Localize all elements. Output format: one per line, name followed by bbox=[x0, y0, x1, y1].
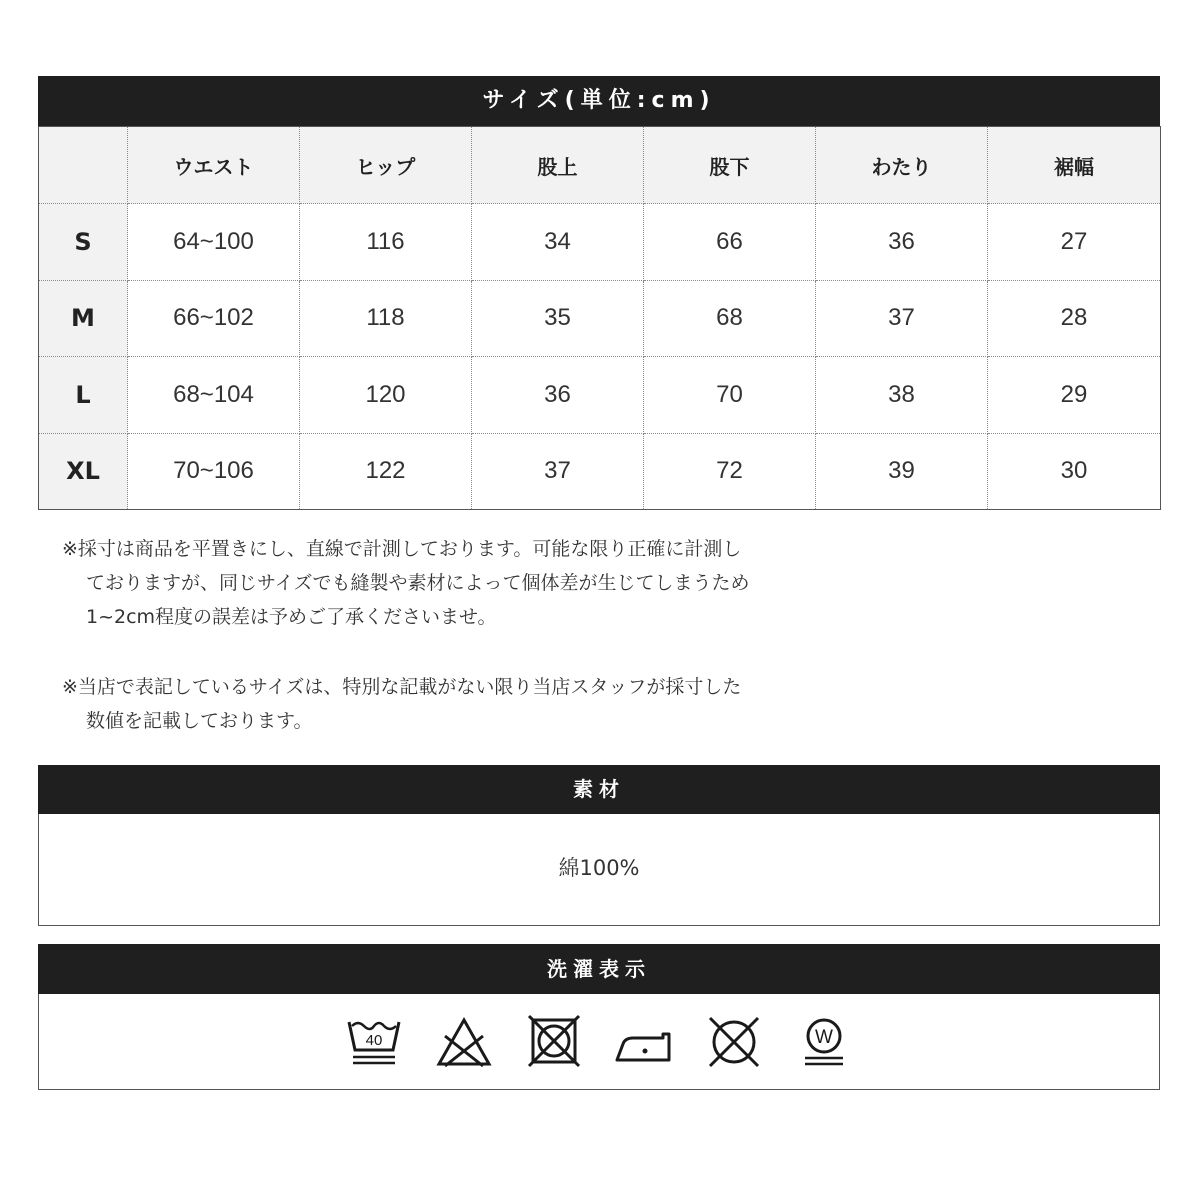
care-box bbox=[38, 994, 1160, 1090]
wash-temperature-label: 40 bbox=[365, 1032, 383, 1049]
note-text: 数値を記載しております。 bbox=[86, 710, 313, 732]
material-section-title: 素材 bbox=[38, 765, 1160, 814]
table-cell: 36 bbox=[816, 204, 988, 281]
table-cell: 29 bbox=[988, 357, 1161, 434]
table-cell: 122 bbox=[300, 433, 472, 510]
table-cell: 28 bbox=[988, 280, 1161, 357]
material-box bbox=[38, 814, 1160, 926]
table-cell: 39 bbox=[816, 433, 988, 510]
size-label: S bbox=[39, 204, 128, 281]
table-cell: 27 bbox=[988, 204, 1161, 281]
table-cell: 37 bbox=[472, 433, 644, 510]
size-table bbox=[38, 126, 1161, 510]
column-header-rise: 股上 bbox=[472, 127, 644, 204]
table-cell: 35 bbox=[472, 280, 644, 357]
table-row bbox=[39, 433, 1161, 510]
table-cell: 36 bbox=[472, 357, 644, 434]
column-header-thigh: わたり bbox=[816, 127, 988, 204]
size-label: M bbox=[39, 280, 128, 357]
wash-40-gentle-icon bbox=[343, 1014, 405, 1070]
table-cell: 118 bbox=[300, 280, 472, 357]
no-bleach-icon bbox=[433, 1014, 495, 1070]
table-row bbox=[39, 357, 1161, 434]
size-notes bbox=[62, 532, 862, 738]
table-cell: 30 bbox=[988, 433, 1161, 510]
table-cell: 38 bbox=[816, 357, 988, 434]
table-row bbox=[39, 280, 1161, 357]
care-icon-row bbox=[39, 1014, 1159, 1070]
note-spacer bbox=[62, 634, 862, 670]
column-header-hem: 裾幅 bbox=[988, 127, 1161, 204]
table-cell: 37 bbox=[816, 280, 988, 357]
table-cell: 68~104 bbox=[128, 357, 300, 434]
table-cell: 68 bbox=[644, 280, 816, 357]
table-cell: 72 bbox=[644, 433, 816, 510]
table-header-row bbox=[39, 127, 1161, 204]
wet-clean-gentle-icon bbox=[793, 1014, 855, 1070]
note-text: 1~2cm程度の誤差は予めご了承くださいませ。 bbox=[86, 606, 497, 628]
note-text: ※当店で表記しているサイズは、特別な記載がない限り当店スタッフが採寸した bbox=[62, 676, 742, 698]
size-label: XL bbox=[39, 433, 128, 510]
table-cell: 66 bbox=[644, 204, 816, 281]
table-cell: 70 bbox=[644, 357, 816, 434]
size-section-title: サイズ(単位:cm) bbox=[38, 76, 1160, 126]
table-cell: 64~100 bbox=[128, 204, 300, 281]
table-cell: 120 bbox=[300, 357, 472, 434]
size-label: L bbox=[39, 357, 128, 434]
iron-low-icon bbox=[613, 1014, 675, 1070]
care-section-title: 洗濯表示 bbox=[38, 944, 1160, 994]
table-cell: 34 bbox=[472, 204, 644, 281]
note-text: ておりますが、同じサイズでも縫製や素材によって個体差が生じてしまうため bbox=[86, 572, 750, 594]
wet-clean-label: W bbox=[815, 1027, 833, 1048]
no-tumble-dry-icon bbox=[523, 1014, 585, 1070]
table-cell: 66~102 bbox=[128, 280, 300, 357]
column-header-waist: ウエスト bbox=[128, 127, 300, 204]
note-text: ※採寸は商品を平置きにし、直線で計測しております。可能な限り正確に計測し bbox=[62, 538, 742, 560]
column-header-inseam: 股下 bbox=[644, 127, 816, 204]
column-header-hip: ヒップ bbox=[300, 127, 472, 204]
no-dry-clean-icon bbox=[703, 1014, 765, 1070]
table-row bbox=[39, 204, 1161, 281]
table-corner-cell bbox=[39, 127, 128, 204]
table-cell: 70~106 bbox=[128, 433, 300, 510]
material-value: 綿100% bbox=[558, 856, 640, 880]
table-cell: 116 bbox=[300, 204, 472, 281]
